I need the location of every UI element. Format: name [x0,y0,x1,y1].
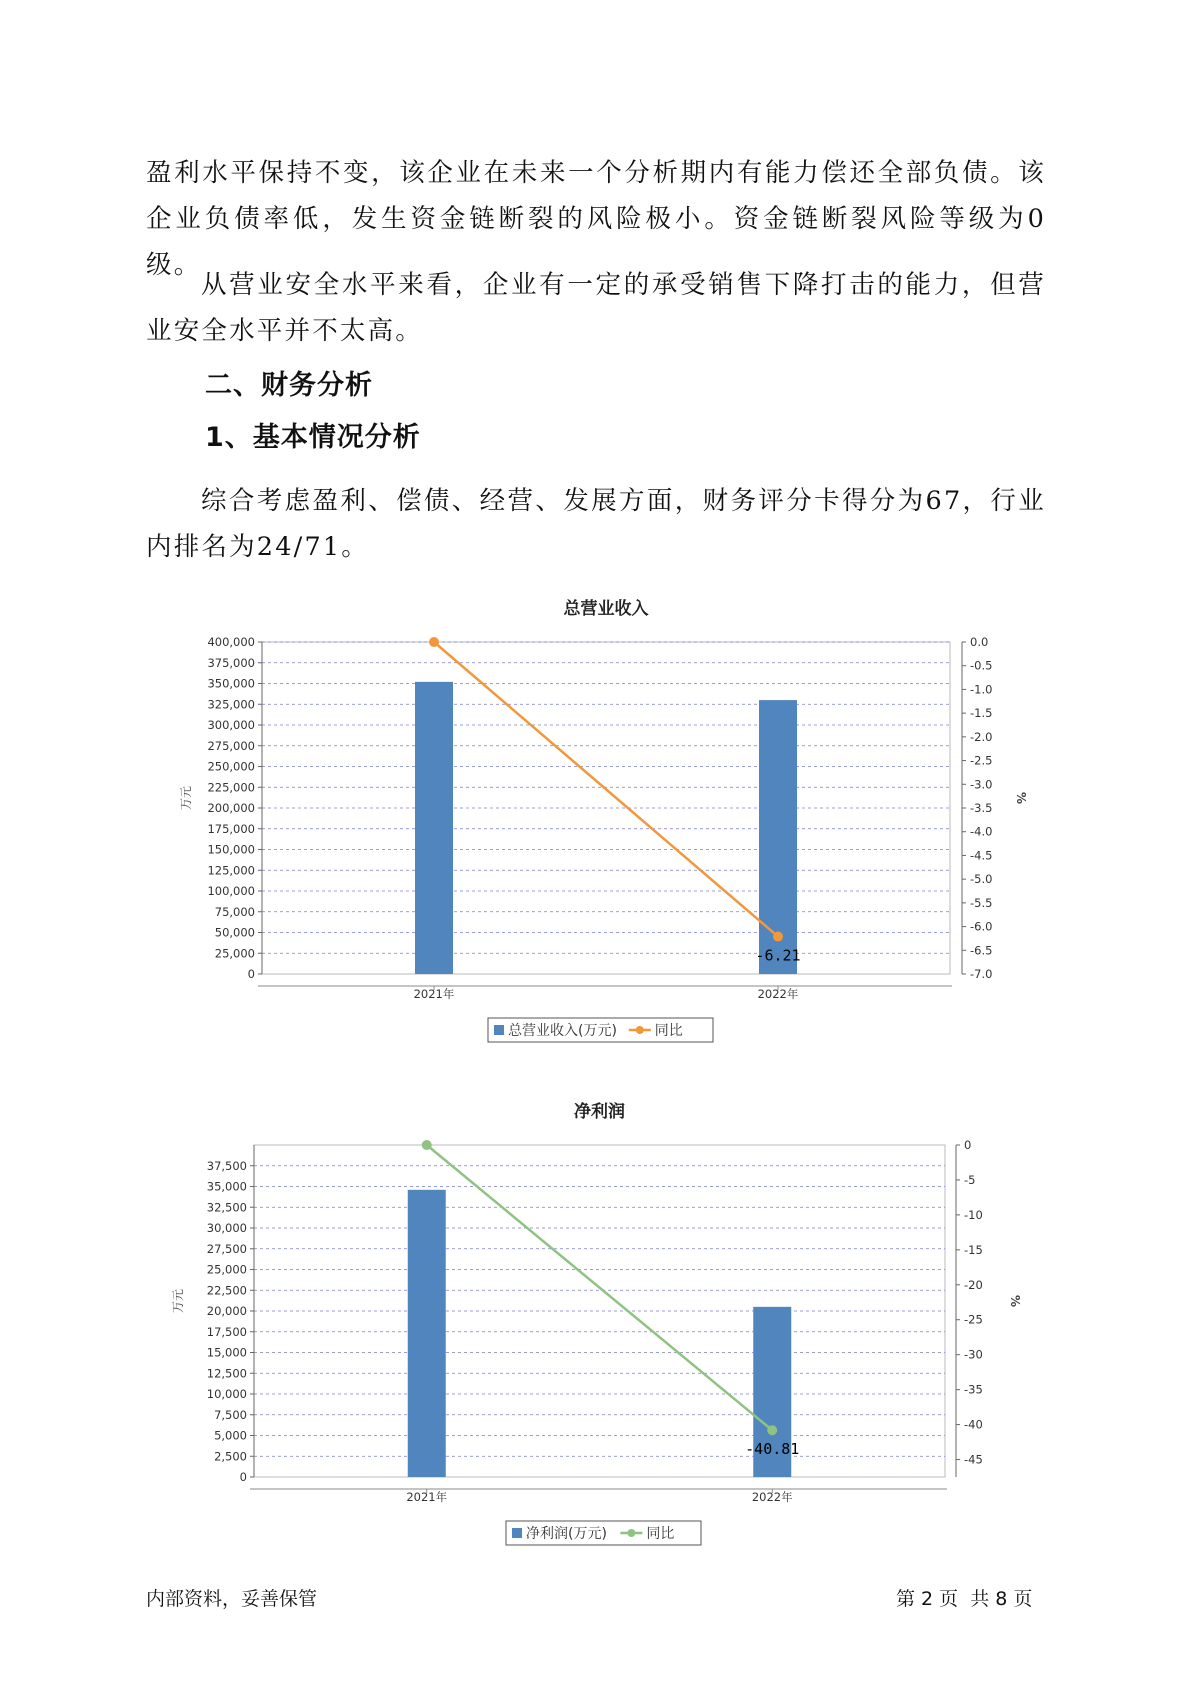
revenue-chart [0,592,1191,1052]
revenue-bar-0 [415,682,453,974]
profit-y-tick-label: 0 [239,1470,247,1484]
profit-y-axis-label: 万元 [171,1288,185,1314]
revenue-y-tick-label: 275,000 [207,738,255,753]
profit-y2-tick-label: -45 [964,1452,983,1467]
footer-page-number: 第 2 页 共 8 页 [896,1588,1033,1610]
revenue-y-tick-label: 250,000 [207,759,255,774]
profit-y2-tick-label: -25 [964,1312,983,1327]
revenue-legend [488,1018,713,1042]
profit-x-tick-label: 2021年 [406,1490,448,1504]
revenue-y-tick-label: 25,000 [214,946,255,961]
profit-legend-bar-swatch [512,1528,522,1538]
profit-chart-title: 净利润 [574,1102,625,1122]
revenue-y2-tick-label: -1.5 [970,706,993,721]
profit-y-tick-label: 37,500 [206,1158,247,1173]
revenue-legend-line-marker [636,1026,644,1034]
profit-y-tick-label: 35,000 [206,1179,247,1194]
revenue-y-tick-label: 75,000 [214,904,255,919]
revenue-y2-tick-label: -5.0 [970,872,993,887]
revenue-y-tick-label: 350,000 [207,676,255,691]
profit-y-tick-label: 2,500 [214,1449,247,1464]
profit-y-tick-label: 30,000 [206,1221,247,1235]
revenue-y2-tick-label: -2.5 [970,753,993,768]
profit-y2-tick-label: -20 [964,1277,983,1292]
revenue-y2-tick-label: -3.0 [970,777,993,792]
profit-y-tick-label: 10,000 [206,1387,247,1401]
revenue-y2-tick-label: -7.0 [970,967,993,981]
revenue-y2-tick-label: -4.0 [970,824,993,839]
revenue-y2-tick-label: -6.5 [970,943,993,958]
profit-yoy-data-label: -40.81 [745,1440,800,1459]
revenue-chart-svg [0,592,1191,1052]
footer-confidential: 内部资料，妥善保管 [146,1588,318,1610]
profit-y-tick-label: 20,000 [206,1304,247,1318]
revenue-x-tick-label: 2021年 [413,987,455,1001]
revenue-chart-title: 总营业收入 [563,599,649,619]
revenue-legend-bar-swatch [494,1025,504,1035]
profit-y2-tick-label: -10 [964,1207,983,1222]
revenue-y-tick-label: 100,000 [207,884,255,898]
profit-y2-axis-label: % [1008,1294,1022,1308]
revenue-y2-tick-label: -0.5 [970,658,993,673]
profit-legend-line-marker [627,1529,635,1537]
profit-yoy-point-0 [422,1140,432,1150]
profit-y2-tick-label: -5 [964,1172,976,1187]
profit-y-tick-label: 17,500 [206,1324,247,1339]
profit-y2-tick-label: -30 [964,1347,983,1362]
profit-legend [506,1521,701,1545]
net-profit-chart-svg [0,1095,1191,1555]
revenue-y2-axis-label: % [1014,791,1028,805]
profit-y2-tick-label: -15 [964,1242,983,1257]
revenue-y-tick-label: 200,000 [207,801,255,815]
profit-y-tick-label: 32,500 [206,1200,247,1215]
revenue-yoy-data-label: -6.21 [755,946,801,965]
revenue-y2-tick-label: -2.0 [970,729,993,744]
revenue-x-tick-label: 2022年 [757,987,799,1001]
profit-x-tick-label: 2022年 [751,1490,793,1504]
revenue-y-tick-label: 0 [247,967,255,981]
revenue-y2-tick-label: -4.5 [970,848,993,863]
revenue-y-tick-label: 150,000 [207,842,255,857]
revenue-yoy-point-1 [773,932,783,942]
revenue-y-tick-label: 325,000 [207,697,255,712]
revenue-y2-tick-label: -1.0 [970,682,993,697]
profit-yoy-point-1 [767,1425,777,1435]
profit-y-tick-label: 5,000 [214,1428,247,1443]
profit-y-tick-label: 25,000 [206,1262,247,1277]
revenue-y-tick-label: 300,000 [207,718,255,732]
revenue-y-tick-label: 125,000 [207,863,255,878]
profit-legend-line-label: 同比 [646,1526,675,1542]
revenue-y2-tick-label: -6.0 [970,919,993,934]
revenue-y-tick-label: 225,000 [207,780,255,795]
profit-bar-0 [408,1190,446,1477]
profit-y2-tick-label: -40 [964,1417,983,1432]
revenue-y-tick-label: 400,000 [207,635,255,649]
revenue-y-tick-label: 375,000 [207,655,255,670]
paragraph-operating-safety: 从营业安全水平来看，企业有一定的承受销售下降打击的能力，但营业安全水平并不太高。 [146,270,1046,346]
subsection-heading-basic-analysis: 1、基本情况分析 [205,422,421,453]
profit-legend-bar-label: 净利润(万元) [526,1526,607,1542]
profit-y2-tick-label: -35 [964,1382,983,1397]
paragraph-funding-risk: 盈利水平保持不变，该企业在未来一个分析期内有能力偿还全部负债。该企业负债率低，发生资金链断裂的风险极小。资金链断裂风险等级为0级。 [146,158,1046,280]
paragraph-scorecard: 综合考虑盈利、偿债、经营、发展方面，财务评分卡得分为67，行业内排名为24/71。 [146,486,1046,562]
profit-y-tick-label: 27,500 [206,1241,247,1256]
revenue-yoy-point-0 [429,637,439,647]
profit-y-tick-label: 7,500 [214,1407,247,1422]
revenue-y2-tick-label: -5.5 [970,895,993,910]
revenue-y-tick-label: 175,000 [207,821,255,836]
section-heading-financial-analysis: 二、财务分析 [205,370,373,401]
profit-y2-tick-label: 0 [964,1138,972,1152]
revenue-y-axis-label: 万元 [179,785,193,811]
revenue-y-tick-label: 50,000 [214,925,255,940]
profit-y-tick-label: 12,500 [206,1366,247,1381]
revenue-y2-tick-label: 0.0 [970,635,989,649]
net-profit-chart [0,1095,1191,1555]
revenue-y2-tick-label: -3.5 [970,801,993,815]
revenue-legend-bar-label: 总营业收入(万元) [508,1023,617,1039]
revenue-legend-line-label: 同比 [654,1023,683,1039]
profit-y-tick-label: 15,000 [206,1345,247,1360]
profit-y-tick-label: 22,500 [206,1283,247,1298]
